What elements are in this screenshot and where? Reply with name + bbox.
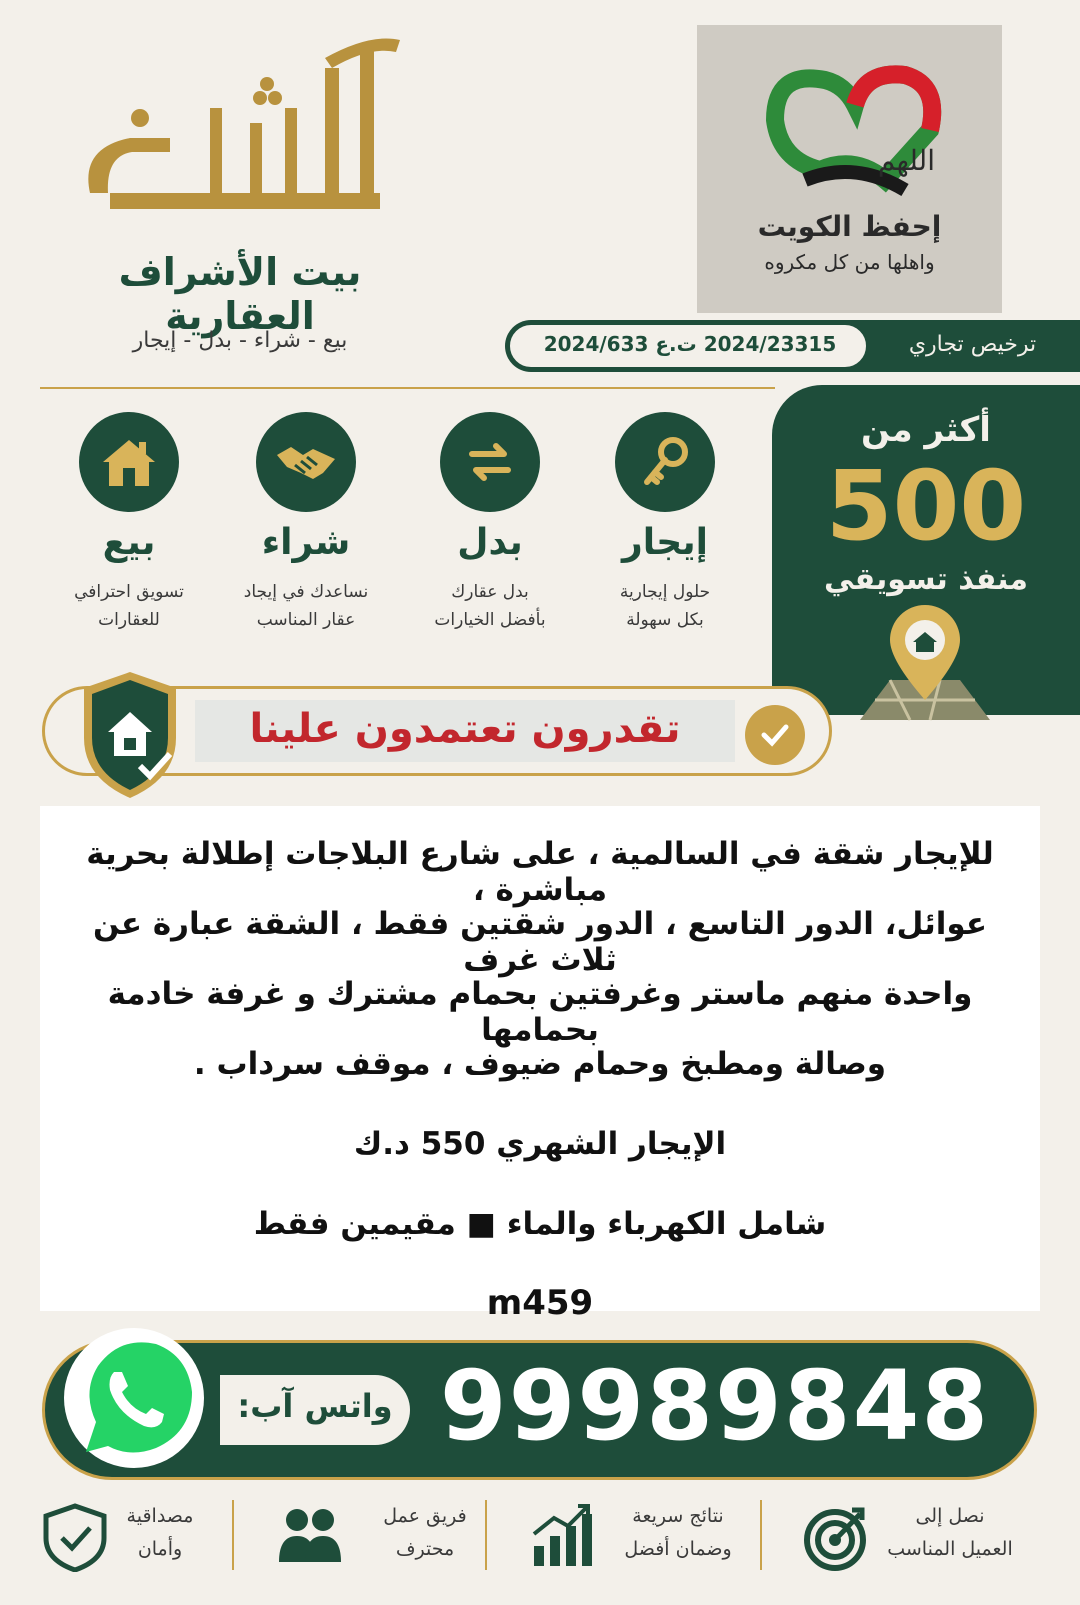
feature-separator <box>760 1500 762 1570</box>
outlets-count: 500 <box>825 450 1027 562</box>
shield-home-icon <box>78 668 182 802</box>
listing-reference: m459 <box>486 1283 594 1323</box>
rent-service-desc-1: حلول إيجارية <box>619 582 711 602</box>
buy-service-icon-circle <box>256 412 356 512</box>
kuwait-banner-title: إحفظ الكويت <box>757 210 942 243</box>
listing-terms: شامل الكهرباء والماء ■ مقيمين فقط <box>253 1206 827 1242</box>
feature-trust-line-1: مصداقية <box>126 1505 194 1527</box>
trust-slogan: تقدرون تعتمدون علينا <box>249 706 681 752</box>
company-name: بيت الأشراف العقارية <box>118 250 362 338</box>
house-icon <box>99 434 159 490</box>
growth-chart-icon <box>528 1500 598 1570</box>
exchange-icon <box>460 432 520 492</box>
sell-service-desc-2: للعقارات <box>98 610 160 630</box>
kuwait-banner-subtitle: واهلها من كل مكروه <box>764 250 935 274</box>
listing-line-4: وصالة ومطبخ وحمام ضيوف ، موقف سرداب . <box>193 1046 887 1082</box>
license-label: ترخيص تجاري <box>908 332 1037 357</box>
feature-results-line-2: وضمان أفضل <box>624 1538 732 1560</box>
map-pin-icon <box>850 600 1000 740</box>
rent-service-icon-circle <box>615 412 715 512</box>
feature-team-line-2: محترف <box>395 1538 455 1560</box>
exchange-service-desc-1: بدل عقارك <box>451 582 529 602</box>
outlets-label: منفذ تسويقي <box>824 562 1028 597</box>
check-icon <box>745 705 805 765</box>
kuwait-calligraphy: اللهم <box>877 144 935 177</box>
buy-service-desc-2: عقار المناسب <box>256 610 356 630</box>
listing-line-3: واحدة منهم ماستر وغرفتين بحمام مشترك و غرفة خادمة بحمامها <box>107 976 973 1048</box>
listing-line-2: عوائل، الدور التاسع ، الدور شقتين فقط ، الشقة عبارة عن ثلاث غرف <box>92 906 988 978</box>
buy-service-desc-1: نساعدك في إيجاد <box>243 582 369 602</box>
team-icon <box>275 1500 345 1570</box>
listing-line-1: للإيجار شقة في السالمية ، على شارع البلاجات إطلالة بحرية مباشرة ، <box>86 836 994 908</box>
exchange-service-icon-circle <box>440 412 540 512</box>
feature-results-line-1: نتائج سريعة <box>632 1505 724 1527</box>
handshake-icon <box>273 437 339 487</box>
sell-service-desc-1: تسويق احترافي <box>74 582 184 602</box>
buy-service-title: شراء <box>261 522 351 563</box>
license-numbers: 2024/23315 ت.ع 2024/633 <box>543 332 837 356</box>
alashraf-logo <box>70 28 410 238</box>
feature-target-line-1: نصل إلى <box>915 1505 985 1527</box>
outlets-more-than: أكثر من <box>861 410 991 450</box>
feature-team-line-1: فريق عمل <box>383 1505 467 1527</box>
services-tagline: بيع - شراء - بدل - إيجار <box>132 328 348 353</box>
feature-target-line-2: العميل المناسب <box>887 1538 1013 1560</box>
kuwait-heart-flag-icon <box>735 60 975 210</box>
sell-service-icon-circle <box>79 412 179 512</box>
exchange-service-desc-2: بأفضل الخيارات <box>434 610 546 630</box>
rent-service-title: إيجار <box>621 522 709 563</box>
whatsapp-label: واتس آب: <box>237 1387 393 1425</box>
gold-divider <box>40 387 775 389</box>
exchange-service-title: بدل <box>457 522 523 563</box>
whatsapp-icon[interactable] <box>58 1322 210 1474</box>
whatsapp-number[interactable]: 99989848 <box>439 1350 991 1462</box>
sell-service-title: بيع <box>102 522 156 563</box>
feature-trust-line-2: وأمان <box>137 1538 183 1560</box>
target-icon <box>800 1502 870 1572</box>
key-icon <box>635 432 695 492</box>
listing-monthly-rent: الإيجار الشهري 550 د.ك <box>353 1126 727 1162</box>
rent-service-desc-2: بكل سهولة <box>626 610 704 630</box>
